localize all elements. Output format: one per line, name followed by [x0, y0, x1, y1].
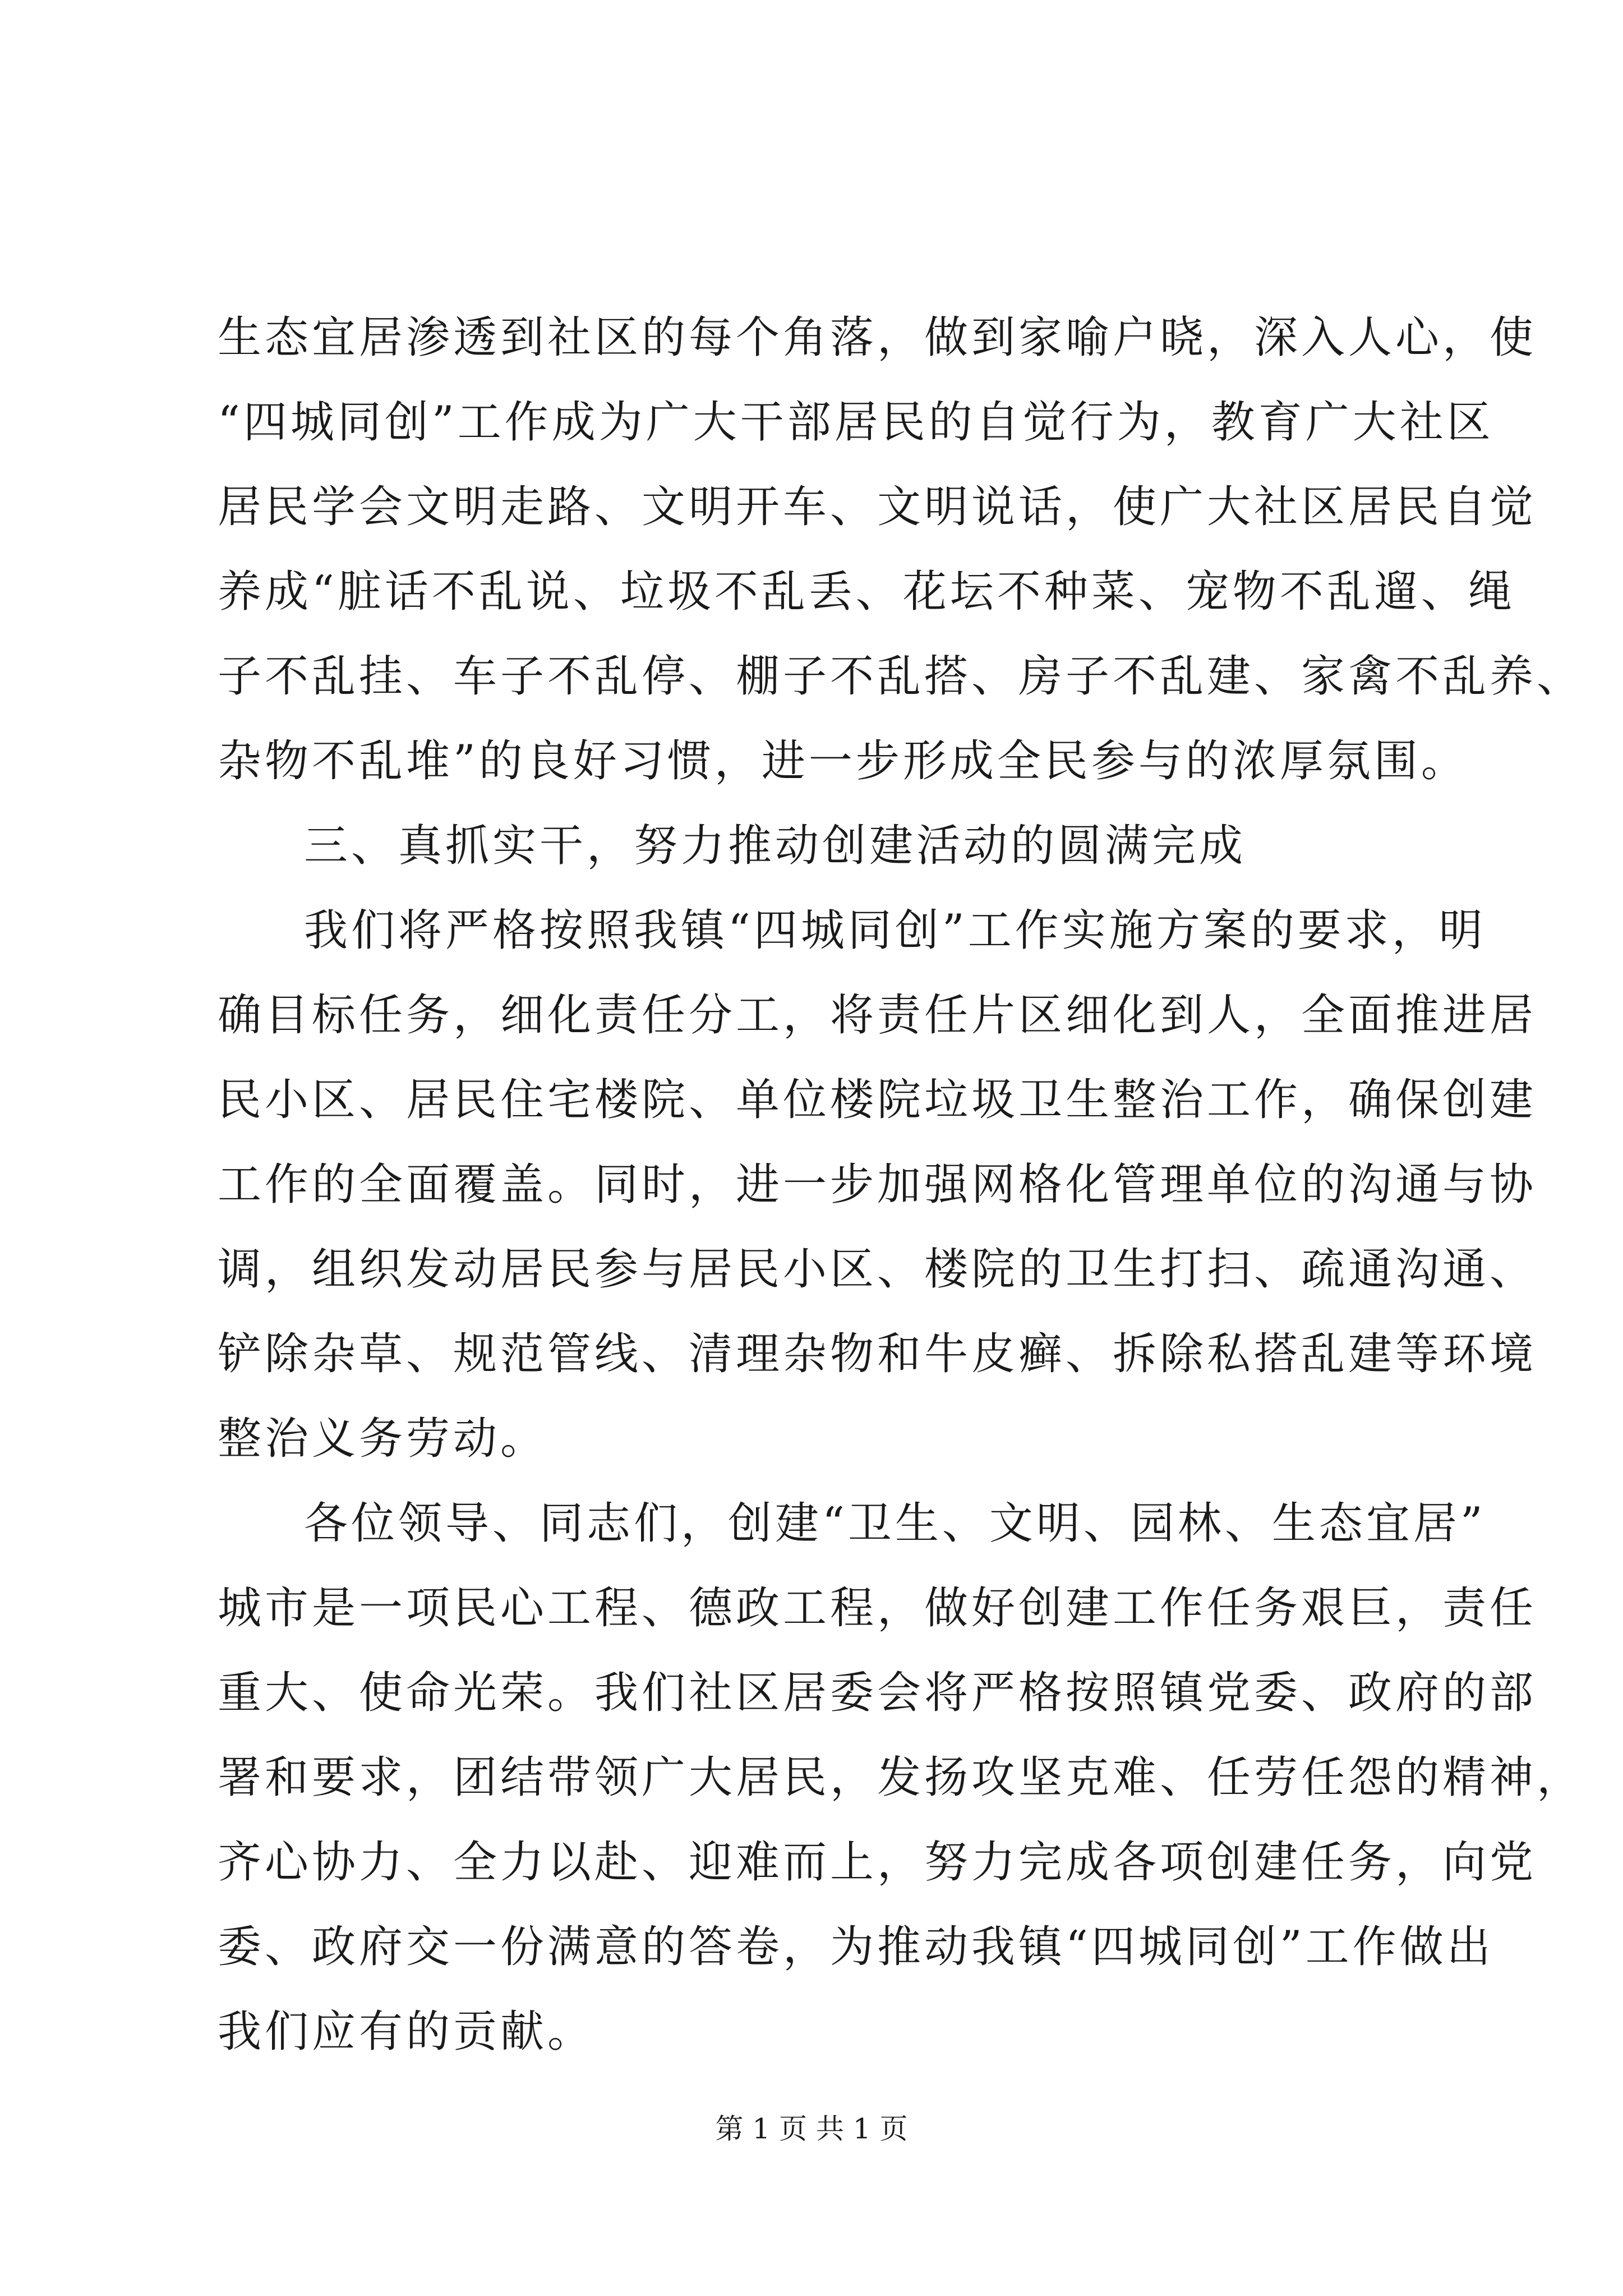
paragraph-line: 我们应有的贡献。 — [218, 2007, 595, 2057]
paragraph-line: 确目标任务，细化责任分工，将责任片区细化到人，全面推进居 — [218, 990, 1537, 1041]
paragraph-line: 齐心协力、全力以赴、迎难而上，努力完成各项创建任务，向党 — [218, 1837, 1537, 1888]
paragraph-line: 各位领导、同志们，创建“卫生、文明、园林、生态宜居” — [304, 1498, 1486, 1549]
paragraph-line: 署和要求，团结带领广大居民，发扬攻坚克难、任劳任怨的精神， — [218, 1752, 1584, 1803]
paragraph-line: 杂物不乱堆”的良好习惯，进一步形成全民参与的浓厚氛围。 — [218, 736, 1468, 786]
paragraph-line: 生态宜居渗透到社区的每个角落，做到家喻户晓，深入人心，使 — [218, 312, 1537, 363]
paragraph-line: “四城同创”工作成为广大干部居民的自觉行为，教育广大社区 — [218, 397, 1494, 448]
page-number-footer: 第 1 页 共 1 页 — [715, 2113, 908, 2145]
paragraph-line: 工作的全面覆盖。同时，进一步加强网格化管理单位的沟通与协 — [218, 1159, 1537, 1210]
paragraph-line: 委、政府交一份满意的答卷，为推动我镇“四城同创”工作做出 — [218, 1922, 1494, 1972]
paragraph-line: 整治义务劳动。 — [218, 1414, 548, 1464]
paragraph-line: 铲除杂草、规范管线、清理杂物和牛皮癣、拆除私搭乱建等环境 — [218, 1329, 1537, 1379]
paragraph-line: 我们将严格按照我镇“四城同创”工作实施方案的要求，明 — [304, 905, 1486, 956]
paragraph-line: 民小区、居民住宅楼院、单位楼院垃圾卫生整治工作，确保创建 — [218, 1075, 1537, 1125]
paragraph-line: 子不乱挂、车子不乱停、棚子不乱搭、房子不乱建、家禽不乱养、 — [218, 651, 1584, 702]
section-heading: 三、真抓实干，努力推动创建活动的圆满完成 — [304, 821, 1247, 871]
paragraph-line: 城市是一项民心工程、德政工程，做好创建工作任务艰巨，责任 — [218, 1583, 1537, 1634]
paragraph-line: 养成“脏话不乱说、垃圾不乱丢、花坛不种菜、宠物不乱遛、绳 — [218, 567, 1515, 617]
paragraph-line: 重大、使命光荣。我们社区居委会将严格按照镇党委、政府的部 — [218, 1668, 1537, 1718]
paragraph-line: 居民学会文明走路、文明开车、文明说话，使广大社区居民自觉 — [218, 482, 1537, 532]
paragraph-line: 调，组织发动居民参与居民小区、楼院的卫生打扫、疏通沟通、 — [218, 1244, 1537, 1295]
